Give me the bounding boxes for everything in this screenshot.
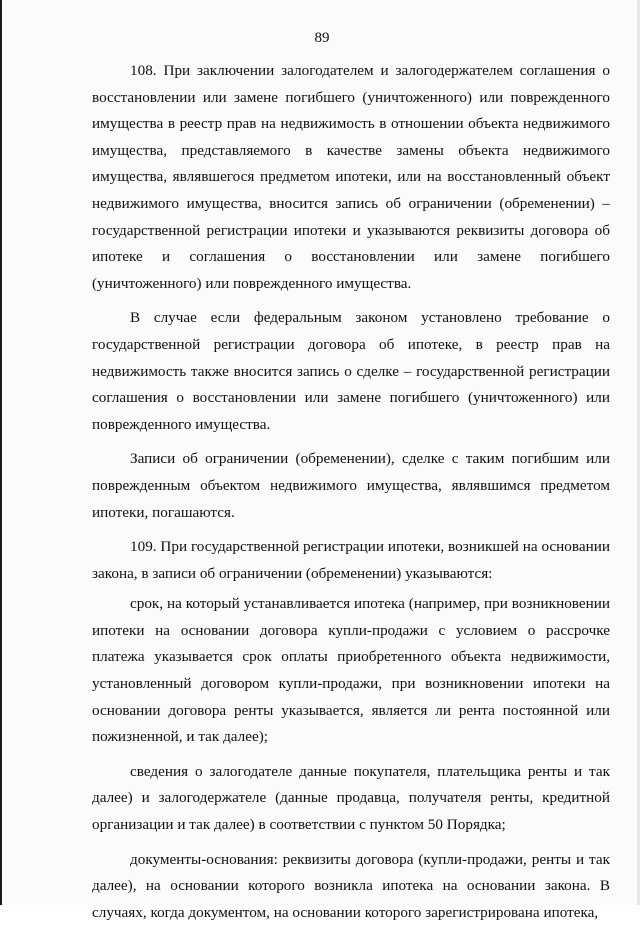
paragraph-term: срок, на который устанавливается ипотека (например, при возникновении ипотеки на основании договора купли-продажи с условием о рассрочке платежа указывается срок оплаты приобретенного объекта недвижимости, установленный договором купли-продажи, при возникновении ипотеки на основании договора ренты указывается, является ли рента постоянной или пожизненной, и так далее);	[92, 595, 610, 746]
paragraph-108: 108. При заключении залогодателем и залогодержателем соглашения о восстановлении или замене погибшего (уничтоженного) или поврежденного имущества в реестр прав на недвижимость в отношении объекта недвижимого имущества, представляемого в качестве замены объекта недвижимого имущества, являвшегося предметом ипотеки, или на восстановленный объект недвижимого имущества, вносится запись об ограничении (обременении) – государственной регистрации ипотеки и указываются реквизиты договора об ипотеке и соглашения о восстановлении или замене погибшего (уничтоженного) или поврежденного имущества.	[92, 62, 610, 292]
document-body	[92, 58, 610, 934]
paragraph-contract-registration: В случае если федеральным законом установлено требование о государственной регистрации договора об ипотеке, в реестр прав на недвижимость также вносится запись о сделке – государственной регистрации соглашения о восстановлении или замене погибшего (уничтоженного) или поврежденного имущества.	[92, 309, 610, 433]
paragraph-basis-documents: документы-основания: реквизиты договора (купли-продажи, ренты и так далее), на основании которого возникла ипотека на основании закона. В случаях, когда документом, на основании которого зарегистрирована ипотека,	[92, 850, 610, 921]
paragraph-records-cancelled: Записи об ограничении (обременении), сделке с таким погибшим или поврежденным объектом недвижимого имущества, являвшимся предметом ипотеки, погашаются.	[92, 450, 610, 521]
paragraph-parties-info: сведения о залогодателе данные покупателя, плательщика ренты и так далее) и залогодержателе (данные продавца, получателя ренты, кредитной организации и так далее) в соответствии с пунктом 50 Порядка;	[92, 762, 610, 834]
page-number: 89	[314, 30, 330, 46]
paragraph-109: 109. При государственной регистрации ипотеки, возникшей на основании закона, в записи об ограничении (обременении) указываются:	[92, 538, 610, 582]
